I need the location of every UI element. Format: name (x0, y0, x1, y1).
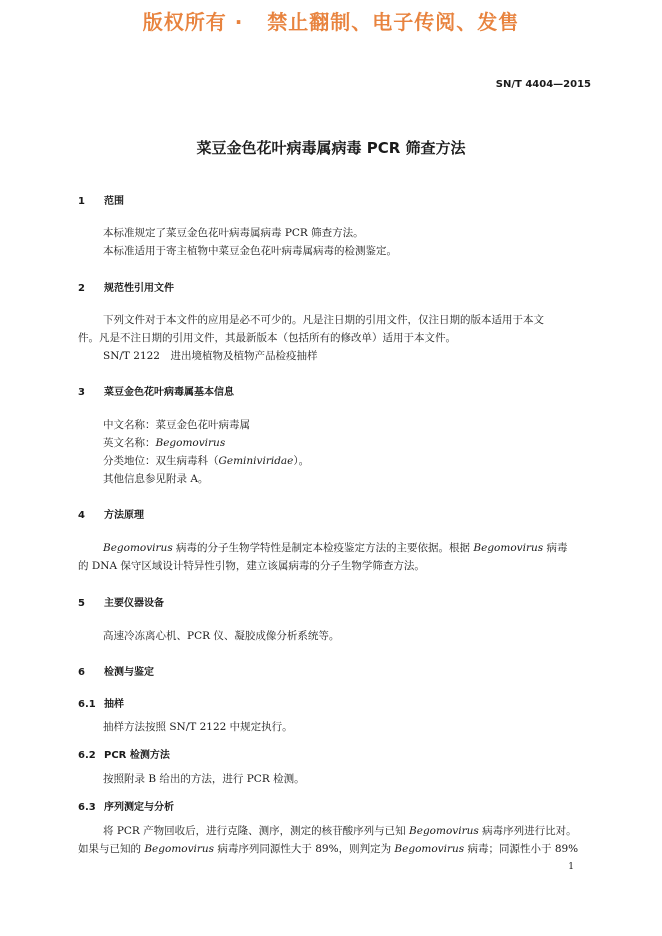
genus-name: Begomovirus (155, 437, 226, 449)
text: 病毒序列同源性大于 89%，则判定为 (214, 843, 395, 855)
standard-code: SN/T 4404—2015 (495, 79, 591, 90)
section-number: 6 (78, 667, 85, 678)
section-1-heading (78, 192, 124, 207)
text: 病毒；同源性小于 89% (464, 843, 579, 855)
section-5-heading (78, 594, 164, 609)
section-3-heading (78, 383, 234, 398)
english-name (78, 434, 617, 452)
label: 英文名称： (103, 437, 156, 449)
section-title: PCR 检测方法 (104, 750, 170, 761)
text: 如果与已知的 (78, 843, 145, 855)
section-number: 6.1 (78, 699, 96, 710)
section-6-3-heading (78, 798, 174, 813)
section-6-heading (78, 663, 154, 678)
page-title: 菜豆金色花叶病毒属病毒 PCR 筛查方法 (196, 139, 466, 157)
section-title: 主要仪器设备 (104, 598, 164, 609)
section-title: 序列测定与分析 (104, 802, 174, 813)
text: ）。 (293, 455, 310, 467)
paragraph: 件。凡是不注日期的引用文件，其最新版本（包括所有的修改单）适用于本文件。 (78, 332, 456, 344)
paragraph: 按照附录 B 给出的方法，进行 PCR 检测。 (103, 773, 305, 785)
other-info: 其他信息参见附录 A。 (103, 473, 209, 485)
paragraph: 本标准适用于寄主植物中菜豆金色花叶病毒属病毒的检测鉴定。 (103, 245, 397, 257)
section-6-2-heading (78, 746, 170, 761)
genus-name: Begomovirus (473, 542, 544, 554)
classification (78, 452, 617, 470)
section-title: 范围 (104, 196, 124, 207)
text: 病毒 (543, 542, 568, 554)
section-title: 抽样 (104, 699, 124, 710)
section-number: 4 (78, 510, 85, 521)
genus-name: Begomovirus (394, 843, 465, 855)
section-4-heading (78, 506, 144, 521)
paragraph (78, 539, 617, 557)
section-number: 2 (78, 283, 85, 294)
section-title: 菜豆金色花叶病毒属基本信息 (104, 387, 234, 398)
section-number: 6.2 (78, 750, 96, 761)
section-6-1-heading (78, 695, 124, 710)
section-title: 规范性引用文件 (104, 283, 174, 294)
text: 病毒的分子生物学特性是制定本检疫鉴定方法的主要依据。根据 (172, 542, 474, 554)
paragraph: 抽样方法按照 SN/T 2122 中规定执行。 (103, 721, 293, 733)
section-title: 方法原理 (104, 510, 144, 521)
paragraph: 高速冷冻离心机、PCR 仪、凝胶成像分析系统等。 (103, 630, 340, 642)
section-number: 5 (78, 598, 85, 609)
section-number: 1 (78, 196, 85, 207)
section-number: 6.3 (78, 802, 96, 813)
normative-reference: SN/T 2122 进出境植物及植物产品检疫抽样 (103, 350, 318, 362)
text: 病毒序列进行比对。 (478, 825, 577, 837)
paragraph: 本标准规定了菜豆金色花叶病毒属病毒 PCR 筛查方法。 (103, 227, 364, 239)
paragraph: 下列文件对于本文件的应用是必不可少的。凡是注日期的引用文件，仅注日期的版本适用于本文 (103, 314, 544, 326)
section-number: 3 (78, 387, 85, 398)
page-number: 1 (568, 862, 574, 872)
paragraph (78, 840, 592, 858)
paragraph: 的 DNA 保守区域设计特异性引物，建立该属病毒的分子生物学筛查方法。 (78, 560, 425, 572)
label: 分类地位：双生病毒科（ (103, 455, 219, 467)
paragraph (78, 822, 617, 840)
section-title: 检测与鉴定 (104, 667, 154, 678)
text: 将 PCR 产物回收后，进行克隆、测序，测定的核苷酸序列与已知 (103, 825, 410, 837)
family-name: Geminiviridae (218, 455, 294, 467)
genus-name: Begomovirus (103, 542, 173, 554)
genus-name: Begomovirus (409, 825, 479, 837)
copyright-watermark: 版权所有 · 禁止翻制、电子传阅、发售 (142, 10, 520, 34)
genus-name: Begomovirus (144, 843, 215, 855)
section-2-heading (78, 279, 174, 294)
chinese-name: 中文名称：菜豆金色花叶病毒属 (103, 419, 250, 431)
